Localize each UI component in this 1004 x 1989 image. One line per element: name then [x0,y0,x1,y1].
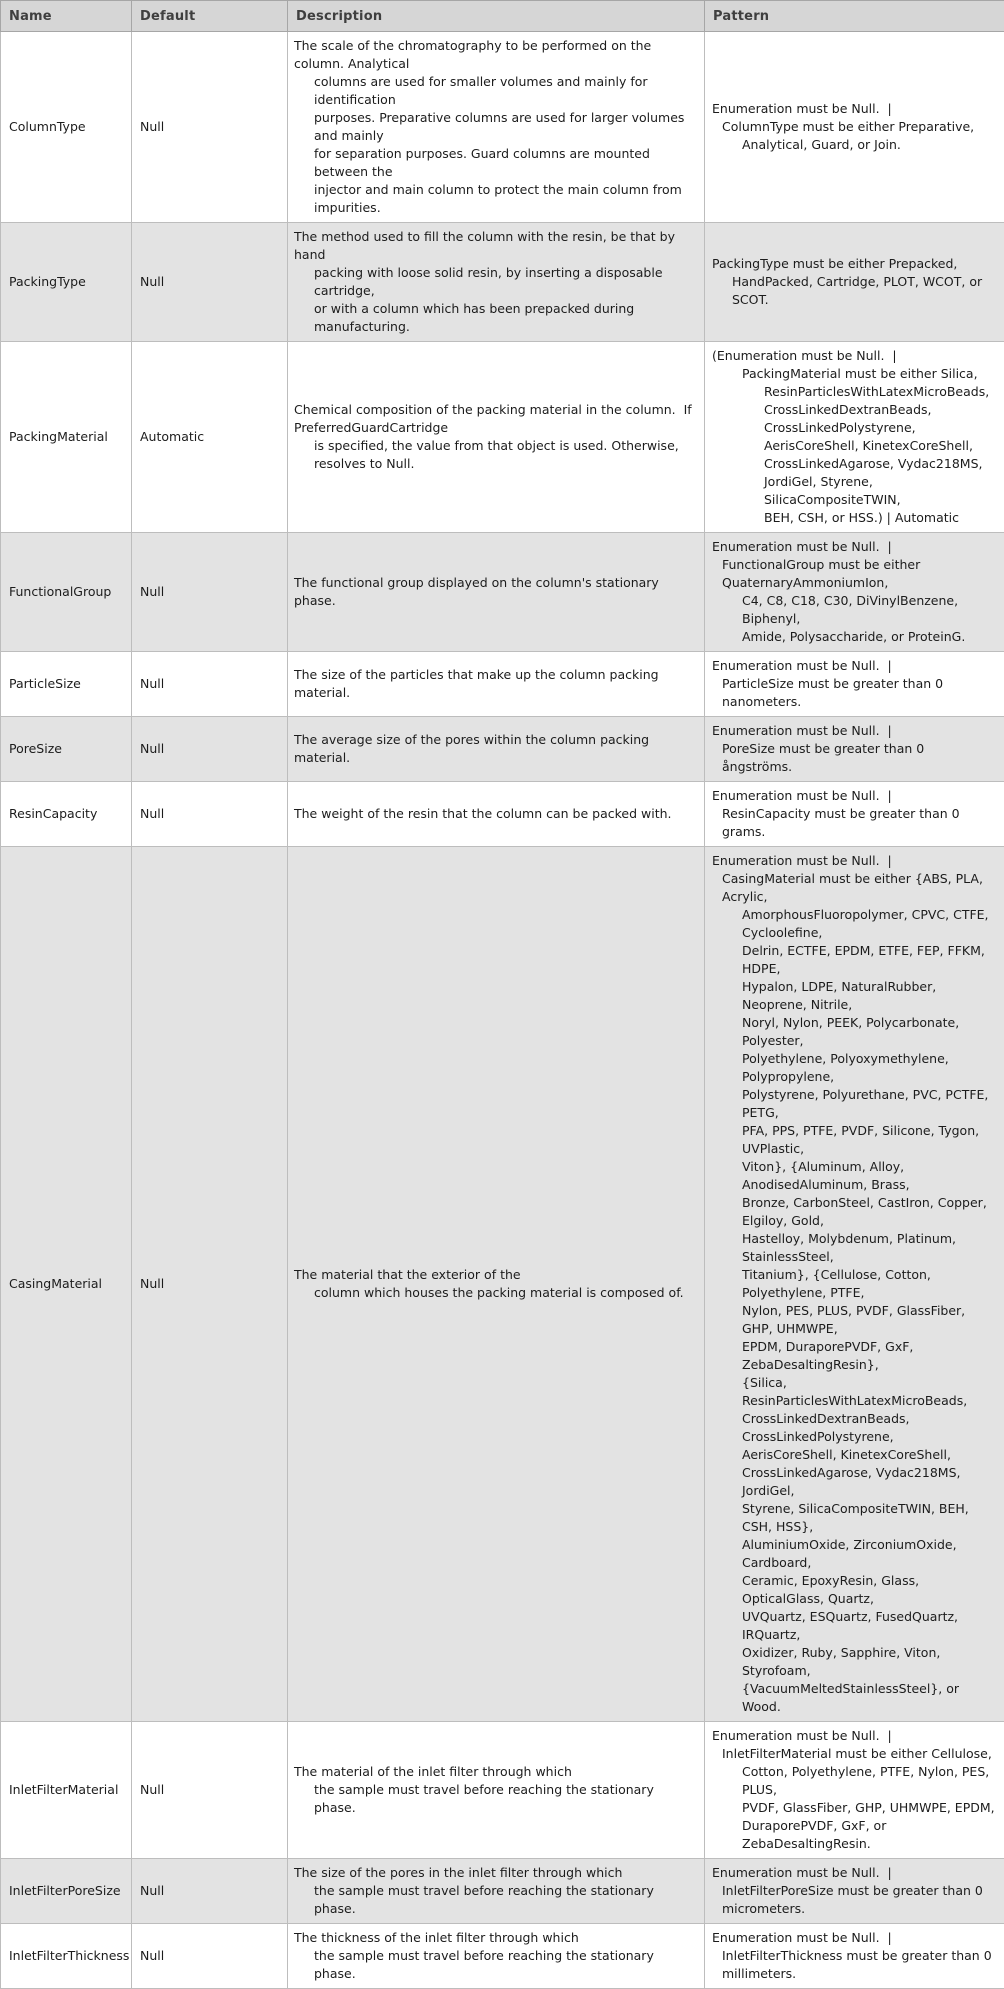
cell-name: ResinCapacity [1,782,132,847]
pattern-line: ResinCapacity must be greater than 0 grams. [712,805,998,841]
header-pattern: Pattern [705,1,1004,32]
pattern-line: Enumeration must be Null. | [712,1727,998,1745]
cell-default: Null [132,223,288,342]
pattern-line: Noryl, Nylon, PEEK, Polycarbonate, Polyester, [712,1014,998,1050]
pattern-line: UVQuartz, ESQuartz, FusedQuartz, IRQuartz, [712,1608,998,1644]
cell-default: Null [132,847,288,1722]
pattern-line: PFA, PPS, PTFE, PVDF, Silicone, Tygon, UVPlastic, [712,1122,998,1158]
cell-description [288,1924,705,1989]
pattern-line: Ceramic, EpoxyResin, Glass, OpticalGlass, Quartz, [712,1572,998,1608]
description-line: The size of the pores in the inlet filter through which [294,1864,698,1882]
cell-default: Null [132,782,288,847]
cell-default: Null [132,32,288,223]
pattern-line: InletFilterThickness must be greater than 0 millimeters. [712,1947,998,1983]
description-line: Chemical composition of the packing material in the column. If PreferredGuardCartridge [294,401,698,437]
cell-name: FunctionalGroup [1,533,132,652]
pattern-line: {Silica, ResinParticlesWithLatexMicroBeads, [712,1374,998,1410]
table-row [1,782,1004,847]
description-line: injector and main column to protect the main column from impurities. [294,181,698,217]
table-row [1,533,1004,652]
cell-pattern [705,533,1004,652]
cell-pattern [705,652,1004,717]
cell-name: PackingType [1,223,132,342]
cell-pattern [705,847,1004,1722]
table-row [1,1924,1004,1989]
pattern-line: DuraporePVDF, GxF, or ZebaDesaltingResin. [712,1817,998,1853]
description-line: columns are used for smaller volumes and mainly for identification [294,73,698,109]
cell-name: ParticleSize [1,652,132,717]
pattern-line: Bronze, CarbonSteel, CastIron, Copper, Elgiloy, Gold, [712,1194,998,1230]
cell-name: ColumnType [1,32,132,223]
cell-description [288,342,705,533]
pattern-line: Delrin, ECTFE, EPDM, ETFE, FEP, FFKM, HDPE, [712,942,998,978]
pattern-line: JordiGel, Styrene, SilicaCompositeTWIN, [712,473,998,509]
pattern-line: CrossLinkedPolystyrene, [712,419,998,437]
pattern-line: C4, C8, C18, C30, DiVinylBenzene, Biphenyl, [712,592,998,628]
pattern-line: AerisCoreShell, KinetexCoreShell, [712,437,998,455]
cell-name: InletFilterPoreSize [1,1859,132,1924]
table-body [1,32,1004,1989]
header-default: Default [132,1,288,32]
table-row [1,717,1004,782]
description-line: or with a column which has been prepacked during manufacturing. [294,300,698,336]
pattern-line: Amide, Polysaccharide, or ProteinG. [712,628,998,646]
cell-default: Null [132,1924,288,1989]
cell-name: PackingMaterial [1,342,132,533]
pattern-line: Polyethylene, Polyoxymethylene, Polypropylene, [712,1050,998,1086]
cell-description [288,533,705,652]
pattern-line: ParticleSize must be greater than 0 nanometers. [712,675,998,711]
cell-default: Automatic [132,342,288,533]
pattern-line: AerisCoreShell, KinetexCoreShell, [712,1446,998,1464]
table-header [1,1,1004,32]
pattern-line: AmorphousFluoropolymer, CPVC, CTFE, Cycloolefine, [712,906,998,942]
description-line: purposes. Preparative columns are used for larger volumes and mainly [294,109,698,145]
description-line: column which houses the packing material is composed of. [294,1284,698,1302]
description-line: The average size of the pores within the column packing material. [294,731,698,767]
cell-description [288,223,705,342]
cell-description [288,847,705,1722]
pattern-line: Enumeration must be Null. | [712,538,998,556]
cell-name: PoreSize [1,717,132,782]
cell-pattern [705,782,1004,847]
pattern-line: Enumeration must be Null. | [712,787,998,805]
cell-name: InletFilterMaterial [1,1722,132,1859]
pattern-line: HandPacked, Cartridge, PLOT, WCOT, or SCOT. [712,273,998,309]
table-row [1,32,1004,223]
cell-default: Null [132,1859,288,1924]
pattern-line: Enumeration must be Null. | [712,657,998,675]
cell-description [288,32,705,223]
pattern-line: Styrene, SilicaCompositeTWIN, BEH, CSH, HSS}, [712,1500,998,1536]
pattern-line: PVDF, GlassFiber, GHP, UHMWPE, EPDM, [712,1799,998,1817]
cell-default: Null [132,533,288,652]
cell-description [288,652,705,717]
cell-default: Null [132,652,288,717]
cell-description [288,717,705,782]
description-line: the sample must travel before reaching the stationary phase. [294,1781,698,1817]
description-line: The material that the exterior of the [294,1266,698,1284]
pattern-line: EPDM, DuraporePVDF, GxF, ZebaDesaltingResin}, [712,1338,998,1374]
description-line: The material of the inlet filter through which [294,1763,698,1781]
description-line: The scale of the chromatography to be performed on the column. Analytical [294,37,698,73]
cell-pattern [705,32,1004,223]
cell-default: Null [132,717,288,782]
description-line: The functional group displayed on the column's stationary phase. [294,574,698,610]
pattern-line: Nylon, PES, PLUS, PVDF, GlassFiber, GHP, UHMWPE, [712,1302,998,1338]
description-line: The size of the particles that make up the column packing material. [294,666,698,702]
table-row [1,847,1004,1722]
header-name: Name [1,1,132,32]
pattern-line: InletFilterPoreSize must be greater than 0 micrometers. [712,1882,998,1918]
description-line: the sample must travel before reaching the stationary phase. [294,1947,698,1983]
cell-description [288,782,705,847]
cell-pattern [705,1722,1004,1859]
pattern-line: CrossLinkedAgarose, Vydac218MS, [712,455,998,473]
header-description: Description [288,1,705,32]
table-row [1,1722,1004,1859]
pattern-line: AluminiumOxide, ZirconiumOxide, Cardboard, [712,1536,998,1572]
pattern-line: Titanium}, {Cellulose, Cotton, Polyethylene, PTFE, [712,1266,998,1302]
table-row [1,342,1004,533]
pattern-line: InletFilterMaterial must be either Cellulose, [712,1745,998,1763]
description-line: The weight of the resin that the column can be packed with. [294,805,698,823]
pattern-line: CrossLinkedAgarose, Vydac218MS, JordiGel, [712,1464,998,1500]
cell-default: Null [132,1722,288,1859]
pattern-line: ColumnType must be either Preparative, [712,118,998,136]
pattern-line: PackingMaterial must be either Silica, [712,365,998,383]
pattern-line: Hastelloy, Molybdenum, Platinum, StainlessSteel, [712,1230,998,1266]
pattern-line: Enumeration must be Null. | [712,722,998,740]
pattern-line: Enumeration must be Null. | [712,852,998,870]
cell-pattern [705,223,1004,342]
table-row [1,652,1004,717]
pattern-line: ResinParticlesWithLatexMicroBeads, [712,383,998,401]
pattern-line: Viton}, {Aluminum, Alloy, AnodisedAluminum, Brass, [712,1158,998,1194]
description-line: The thickness of the inlet filter through which [294,1929,698,1947]
cell-pattern [705,1859,1004,1924]
cell-description [288,1722,705,1859]
cell-name: CasingMaterial [1,847,132,1722]
pattern-line: CasingMaterial must be either {ABS, PLA, Acrylic, [712,870,998,906]
cell-pattern [705,1924,1004,1989]
description-line: the sample must travel before reaching the stationary phase. [294,1882,698,1918]
pattern-line: Analytical, Guard, or Join. [712,136,998,154]
header-row [1,1,1004,32]
pattern-line: Enumeration must be Null. | [712,1929,998,1947]
cell-pattern [705,342,1004,533]
pattern-line: (Enumeration must be Null. | [712,347,998,365]
pattern-line: FunctionalGroup must be either QuaternaryAmmoniumIon, [712,556,998,592]
description-line: for separation purposes. Guard columns are mounted between the [294,145,698,181]
description-line: packing with loose solid resin, by inserting a disposable cartridge, [294,264,698,300]
pattern-line: {VacuumMeltedStainlessSteel}, or Wood. [712,1680,998,1716]
pattern-line: Hypalon, LDPE, NaturalRubber, Neoprene, Nitrile, [712,978,998,1014]
pattern-line: CrossLinkedDextranBeads, [712,401,998,419]
pattern-line: Oxidizer, Ruby, Sapphire, Viton, Styrofoam, [712,1644,998,1680]
pattern-line: Cotton, Polyethylene, PTFE, Nylon, PES, PLUS, [712,1763,998,1799]
cell-name: InletFilterThickness [1,1924,132,1989]
description-line: The method used to fill the column with the resin, be that by hand [294,228,698,264]
pattern-line: Enumeration must be Null. | [712,1864,998,1882]
cell-description [288,1859,705,1924]
pattern-line: BEH, CSH, or HSS.) | Automatic [712,509,998,527]
pattern-line: Enumeration must be Null. | [712,100,998,118]
pattern-line: PackingType must be either Prepacked, [712,255,998,273]
description-line: is specified, the value from that object is used. Otherwise, resolves to Null. [294,437,698,473]
pattern-line: PoreSize must be greater than 0 ångströms. [712,740,998,776]
pattern-line: CrossLinkedDextranBeads, CrossLinkedPolystyrene, [712,1410,998,1446]
table-row [1,223,1004,342]
table-row [1,1859,1004,1924]
cell-pattern [705,717,1004,782]
pattern-line: Polystyrene, Polyurethane, PVC, PCTFE, PETG, [712,1086,998,1122]
